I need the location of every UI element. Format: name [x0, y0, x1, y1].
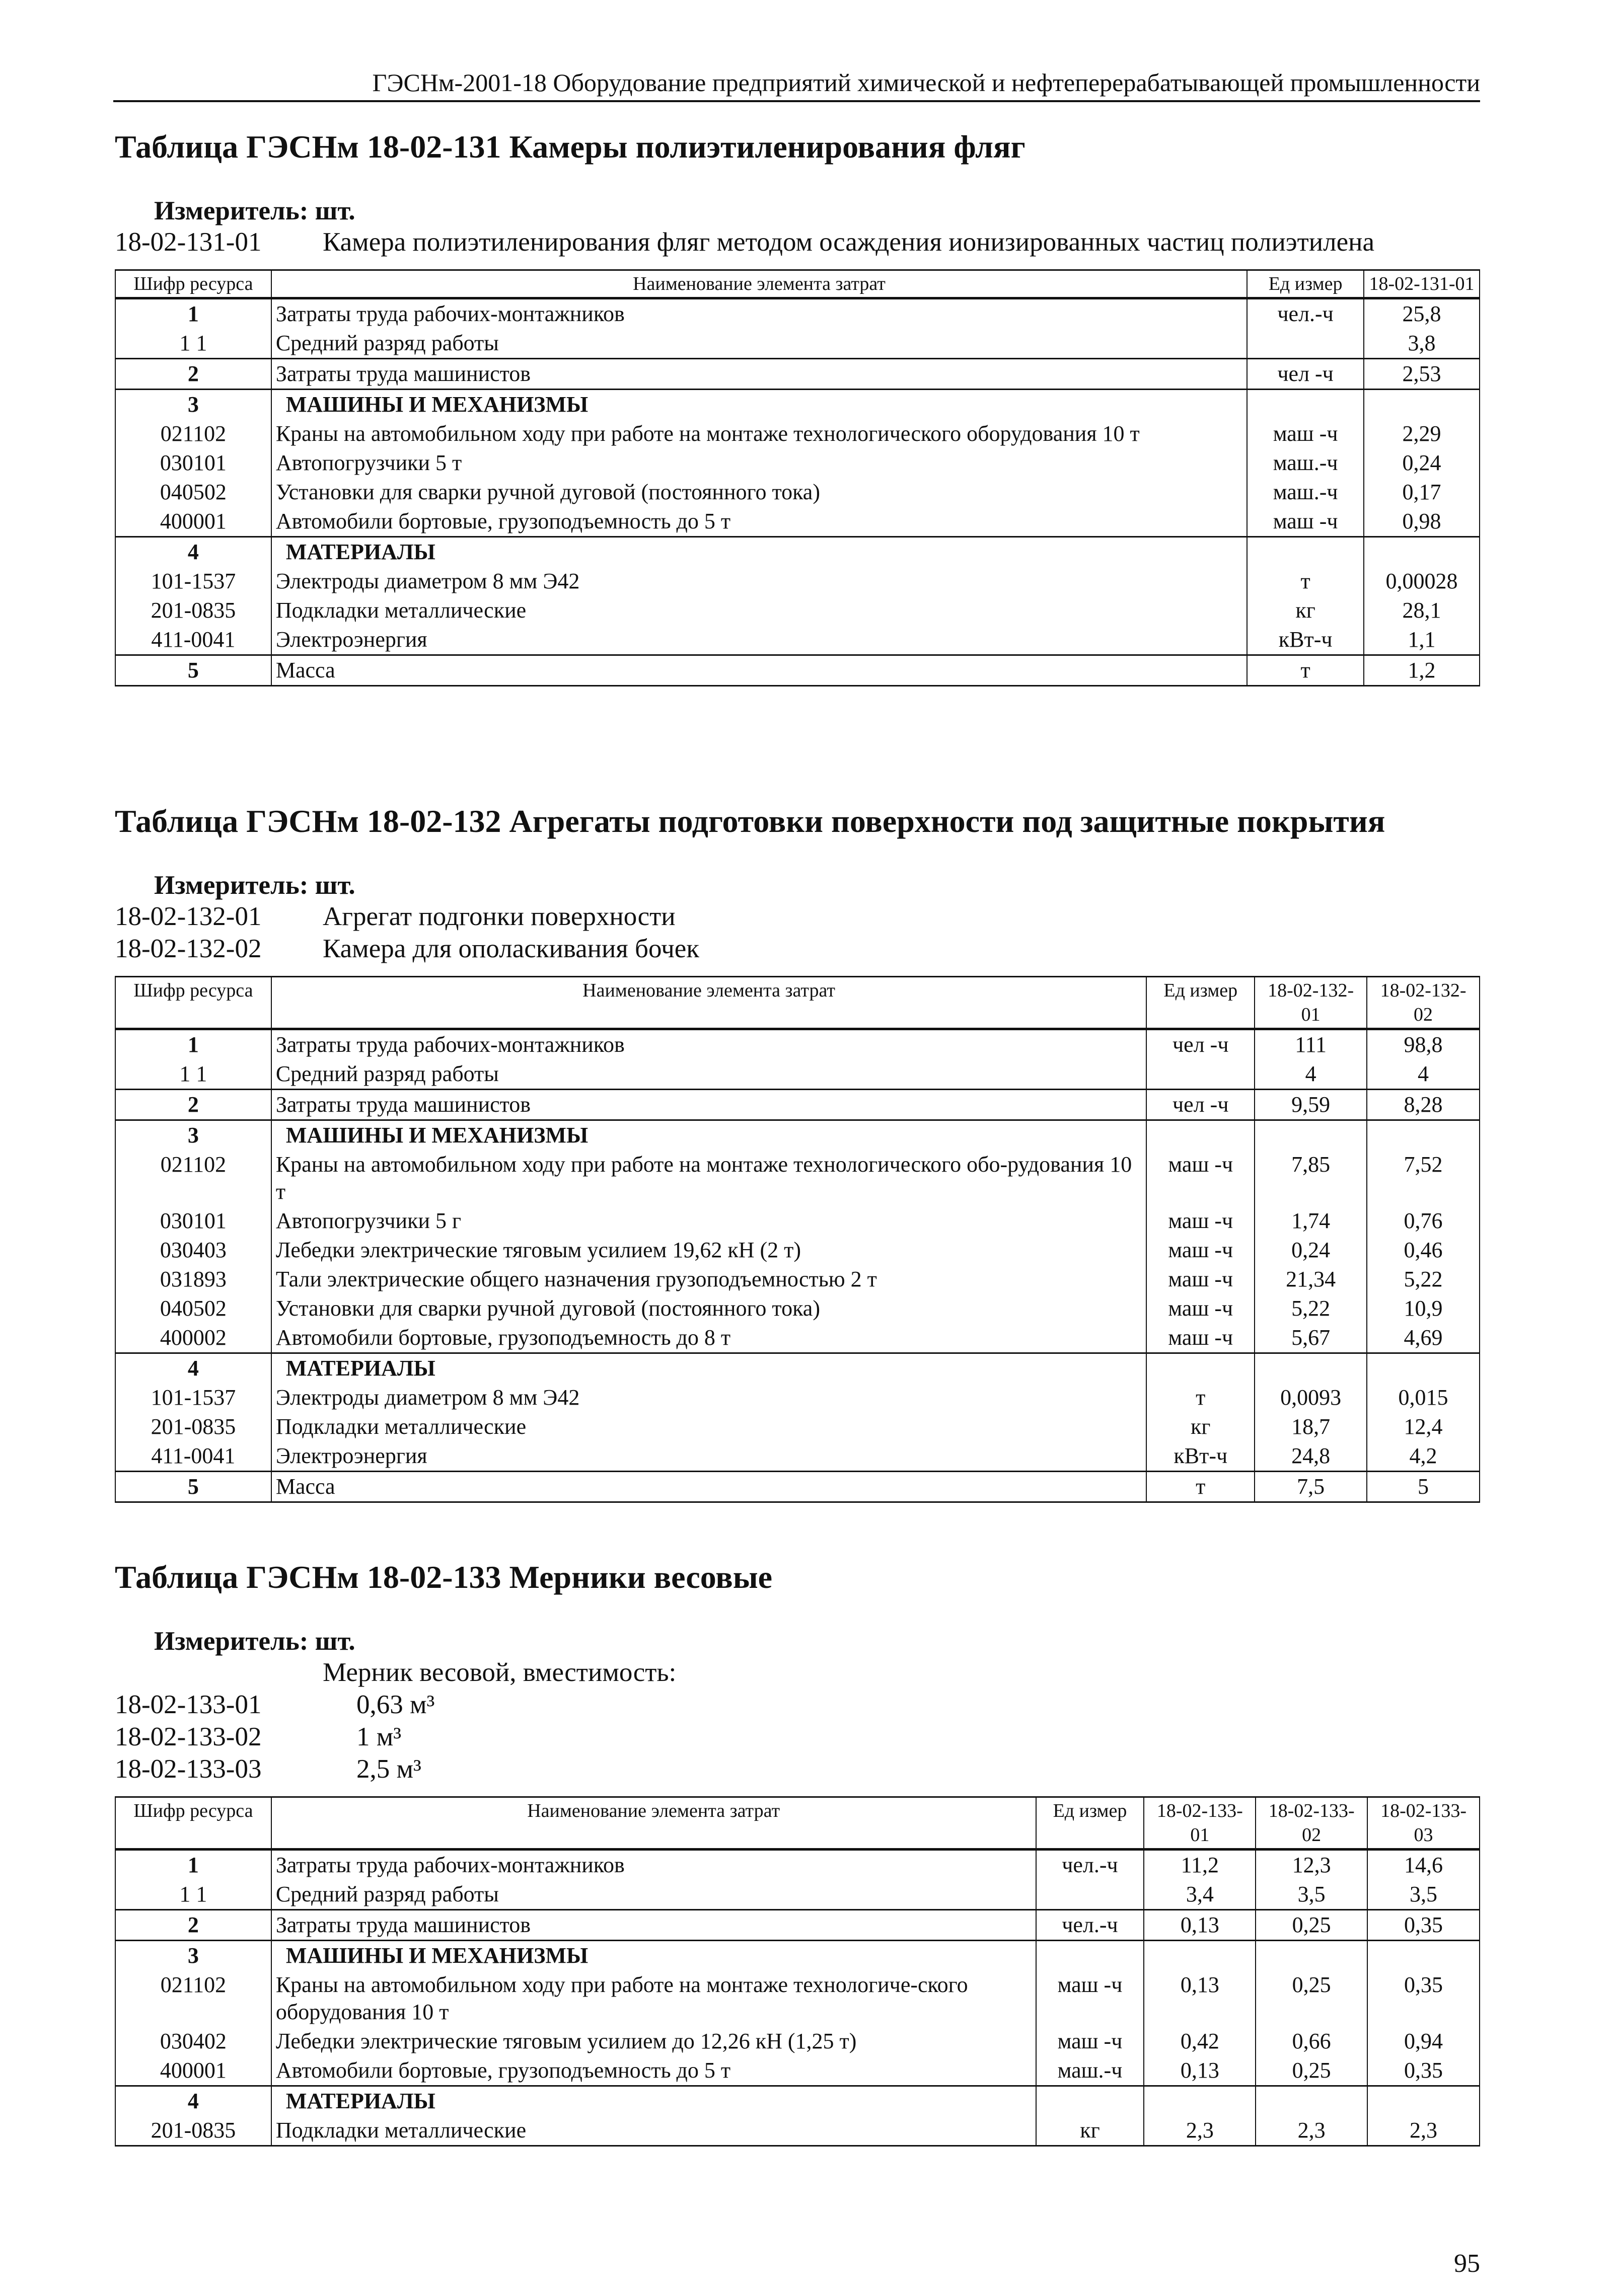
resource-code: 1 1: [115, 1880, 271, 1910]
resource-name: Подкладки металлические: [271, 2116, 1036, 2146]
value-cell: 0,35: [1367, 1970, 1480, 2027]
resource-code: 021102: [115, 1150, 271, 1206]
group-heading: МАШИНЫ И МЕХАНИЗМЫ: [271, 1120, 1147, 1151]
value-cell: 7,5: [1255, 1472, 1367, 1502]
resource-name: Автопогрузчики 5 г: [271, 1206, 1147, 1236]
item-list: [115, 900, 1480, 965]
items-caption: Мерник весовой, вместимость:: [323, 1658, 677, 1687]
resource-code: 201-0835: [115, 596, 271, 625]
value-cell: 9,59: [1255, 1090, 1367, 1120]
value-cell: 7,52: [1367, 1150, 1480, 1206]
column-header-norm-code: 18-02-133-03: [1367, 1797, 1480, 1850]
item-row: [115, 900, 1480, 933]
column-header-name: Наименование элемента затрат: [271, 1797, 1036, 1850]
unit-cell: маш -ч: [1247, 507, 1364, 537]
unit-cell: кВт-ч: [1146, 1441, 1255, 1472]
item-code: 18-02-132-02: [115, 934, 262, 963]
table-row: [115, 1059, 1480, 1090]
value-cell: [1255, 1353, 1367, 1384]
table-row: [115, 2086, 1480, 2116]
column-header-norm-code: 18-02-132-02: [1367, 977, 1480, 1029]
unit-cell: [1247, 537, 1364, 567]
item-description: Камера для ополаскивания бочек: [323, 934, 700, 963]
value-cell: 18,7: [1255, 1412, 1367, 1441]
resource-name: Масса: [271, 655, 1247, 686]
value-cell: [1367, 2086, 1480, 2116]
value-cell: 0,13: [1144, 1910, 1256, 1941]
table-row: [115, 390, 1480, 420]
resource-code: 400001: [115, 2056, 271, 2086]
value-cell: 0,0093: [1255, 1383, 1367, 1412]
value-cell: 0,25: [1256, 1910, 1367, 1941]
value-cell: 0,25: [1256, 1970, 1367, 2027]
table-row: [115, 507, 1480, 537]
value-cell: 4,2: [1367, 1441, 1480, 1472]
value-cell: 3,4: [1144, 1880, 1256, 1910]
table-row: [115, 2116, 1480, 2146]
resource-code: 101-1537: [115, 567, 271, 596]
unit-cell: [1146, 1059, 1255, 1090]
column-header-norm-code: 18-02-131-01: [1364, 270, 1480, 298]
value-cell: 0,42: [1144, 2027, 1256, 2056]
value-cell: 5,67: [1255, 1323, 1367, 1353]
unit-cell: [1036, 1941, 1144, 1971]
unit-cell: чел.-ч: [1036, 1910, 1144, 1941]
item-row: [115, 226, 1480, 258]
table-row: [115, 1294, 1480, 1323]
group-heading: МАТЕРИАЛЫ: [271, 537, 1247, 567]
value-cell: 7,85: [1255, 1150, 1367, 1206]
value-cell: 0,35: [1367, 2056, 1480, 2086]
resource-code: 3: [115, 1120, 271, 1151]
resource-code: 411-0041: [115, 625, 271, 655]
table-row: [115, 596, 1480, 625]
table-row: [115, 448, 1480, 478]
value-cell: 5,22: [1367, 1265, 1480, 1294]
resource-code: 030402: [115, 2027, 271, 2056]
unit-cell: [1247, 390, 1364, 420]
unit-cell: чел -ч: [1146, 1090, 1255, 1120]
value-cell: 3,8: [1364, 329, 1480, 359]
value-cell: 0,66: [1256, 2027, 1367, 2056]
unit-cell: маш -ч: [1036, 2027, 1144, 2056]
value-cell: 12,4: [1367, 1412, 1480, 1441]
resource-name: Подкладки металлические: [271, 596, 1247, 625]
value-cell: 3,5: [1256, 1880, 1367, 1910]
item-code: 18-02-132-01: [115, 902, 262, 931]
column-header-name: Наименование элемента затрат: [271, 270, 1247, 298]
resource-code: 4: [115, 2086, 271, 2116]
unit-cell: [1036, 2086, 1144, 2116]
resource-name: Автомобили бортовые, грузоподъемность до 5 т: [271, 507, 1247, 537]
item-code: 18-02-133-01: [115, 1690, 262, 1719]
unit-cell: кВт-ч: [1247, 625, 1364, 655]
unit-cell: маш -ч: [1036, 1970, 1144, 2027]
unit-cell: [1146, 1353, 1255, 1384]
resource-code: 4: [115, 1353, 271, 1384]
value-cell: 0,76: [1367, 1206, 1480, 1236]
value-cell: 0,13: [1144, 2056, 1256, 2086]
table-row: [115, 1090, 1480, 1120]
value-cell: 5: [1367, 1472, 1480, 1502]
resource-name: Средний разряд работы: [271, 1880, 1036, 1910]
resource-name: Лебедки электрические тяговым усилием 19,62 кН (2 т): [271, 1236, 1147, 1265]
resource-name: Автомобили бортовые, грузоподъемность до 5 т: [271, 2056, 1036, 2086]
group-heading: МАТЕРИАЛЫ: [271, 1353, 1147, 1384]
table-row: [115, 1412, 1480, 1441]
table-row: [115, 2056, 1480, 2086]
table-row: [115, 1441, 1480, 1472]
resource-code: 030403: [115, 1236, 271, 1265]
value-cell: [1364, 390, 1480, 420]
table-row: [115, 1150, 1480, 1206]
table-row: [115, 2027, 1480, 2056]
table-row: [115, 1472, 1480, 1502]
unit-cell: т: [1247, 655, 1364, 686]
value-cell: [1144, 1941, 1256, 1971]
table-row: [115, 1910, 1480, 1941]
value-cell: 111: [1255, 1029, 1367, 1060]
column-header-unit: Ед измер: [1036, 1797, 1144, 1850]
resource-code: 2: [115, 1910, 271, 1941]
resource-code: 031893: [115, 1265, 271, 1294]
item-row: [115, 1753, 1480, 1785]
resource-code: 4: [115, 537, 271, 567]
value-cell: 3,5: [1367, 1880, 1480, 1910]
item-code: 18-02-133-02: [115, 1722, 262, 1751]
unit-cell: т: [1247, 567, 1364, 596]
table-row: [115, 1941, 1480, 1971]
unit-cell: [1247, 329, 1364, 359]
table-row: [115, 298, 1480, 329]
resource-code: 2: [115, 359, 271, 390]
resource-code: 030101: [115, 1206, 271, 1236]
table-row: [115, 1236, 1480, 1265]
resource-name: Средний разряд работы: [271, 1059, 1147, 1090]
value-cell: 1,1: [1364, 625, 1480, 655]
unit-cell: маш -ч: [1247, 419, 1364, 448]
unit-cell: [1146, 1120, 1255, 1151]
value-cell: 98,8: [1367, 1029, 1480, 1060]
value-cell: [1364, 537, 1480, 567]
column-header-unit: Ед измер: [1146, 977, 1255, 1029]
value-cell: 1,74: [1255, 1206, 1367, 1236]
resource-name: Электроэнергия: [271, 1441, 1147, 1472]
unit-cell: маш -ч: [1146, 1206, 1255, 1236]
resource-name: Электроды диаметром 8 мм Э42: [271, 567, 1247, 596]
resource-name: Установки для сварки ручной дуговой (постоянного тока): [271, 1294, 1147, 1323]
value-cell: [1367, 1941, 1480, 1971]
unit-cell: чел.-ч: [1036, 1850, 1144, 1880]
resource-code: 1: [115, 1850, 271, 1880]
section-18-02-133: [115, 1559, 1480, 2147]
resource-name: Подкладки металлические: [271, 1412, 1147, 1441]
value-cell: 0,98: [1364, 507, 1480, 537]
value-cell: 24,8: [1255, 1441, 1367, 1472]
resource-code: 1 1: [115, 329, 271, 359]
item-row: [115, 1689, 1480, 1721]
unit-cell: т: [1146, 1383, 1255, 1412]
resource-code: 021102: [115, 1970, 271, 2027]
resource-name: Затраты труда рабочих-монтажников: [271, 298, 1247, 329]
resource-name: Затраты труда машинистов: [271, 1090, 1147, 1120]
value-cell: 0,24: [1255, 1236, 1367, 1265]
column-header-norm-code: 18-02-132-01: [1255, 977, 1367, 1029]
measure-label: Измеритель: шт.: [154, 1627, 355, 1656]
value-cell: 25,8: [1364, 298, 1480, 329]
item-description: 1 м³: [356, 1722, 402, 1751]
unit-cell: маш -ч: [1146, 1323, 1255, 1353]
table-row: [115, 537, 1480, 567]
resource-code: 1: [115, 298, 271, 329]
item-row: [115, 933, 1480, 965]
table-row: [115, 1323, 1480, 1353]
value-cell: 0,13: [1144, 1970, 1256, 2027]
item-list: [115, 1689, 1480, 1785]
page-header: ГЭСНм-2001-18 Оборудование предприятий химической и нефтеперерабатывающей промышленности: [113, 68, 1480, 102]
value-cell: 10,9: [1367, 1294, 1480, 1323]
unit-cell: [1036, 1880, 1144, 1910]
unit-cell: чел.-ч: [1247, 298, 1364, 329]
value-cell: 2,3: [1144, 2116, 1256, 2146]
value-cell: [1256, 2086, 1367, 2116]
resource-name: Затраты труда машинистов: [271, 1910, 1036, 1941]
value-cell: 11,2: [1144, 1850, 1256, 1880]
resource-name: Электроэнергия: [271, 625, 1247, 655]
table-row: [115, 1850, 1480, 1880]
resource-name: Автомобили бортовые, грузоподъемность до 8 т: [271, 1323, 1147, 1353]
table-row: [115, 1206, 1480, 1236]
table-row: [115, 567, 1480, 596]
value-cell: 14,6: [1367, 1850, 1480, 1880]
value-cell: 2,29: [1364, 419, 1480, 448]
item-description: Камера полиэтиленирования фляг методом осаждения ионизированных частиц полиэтилена: [323, 227, 1374, 257]
table-row: [115, 1029, 1480, 1060]
resource-code: 030101: [115, 448, 271, 478]
column-header-code: Шифр ресурса: [115, 977, 271, 1029]
unit-cell: маш -ч: [1146, 1150, 1255, 1206]
resource-table: [115, 976, 1480, 1503]
column-header-norm-code: 18-02-133-01: [1144, 1797, 1256, 1850]
value-cell: 28,1: [1364, 596, 1480, 625]
resource-code: 3: [115, 1941, 271, 1971]
column-header-code: Шифр ресурса: [115, 270, 271, 298]
resource-code: 040502: [115, 1294, 271, 1323]
column-header-name: Наименование элемента затрат: [271, 977, 1147, 1029]
resource-name: Краны на автомобильном ходу при работе на монтаже технологического обо-рудования 10 т: [271, 1150, 1147, 1206]
value-cell: 4: [1367, 1059, 1480, 1090]
value-cell: 0,46: [1367, 1236, 1480, 1265]
table-row: [115, 1970, 1480, 2027]
value-cell: 5,22: [1255, 1294, 1367, 1323]
resource-name: Электроды диаметром 8 мм Э42: [271, 1383, 1147, 1412]
resource-code: 5: [115, 655, 271, 686]
value-cell: 0,94: [1367, 2027, 1480, 2056]
unit-cell: чел -ч: [1247, 359, 1364, 390]
column-header-unit: Ед измер: [1247, 270, 1364, 298]
unit-cell: маш -ч: [1146, 1236, 1255, 1265]
resource-code: 3: [115, 390, 271, 420]
unit-cell: кг: [1146, 1412, 1255, 1441]
resource-table: [115, 1796, 1480, 2147]
resource-name: Средний разряд работы: [271, 329, 1247, 359]
item-description: 2,5 м³: [356, 1754, 421, 1784]
value-cell: 12,3: [1256, 1850, 1367, 1880]
value-cell: [1255, 1120, 1367, 1151]
value-cell: 0,17: [1364, 478, 1480, 507]
value-cell: 0,24: [1364, 448, 1480, 478]
resource-code: 5: [115, 1472, 271, 1502]
table-row: [115, 478, 1480, 507]
value-cell: 0,015: [1367, 1383, 1480, 1412]
value-cell: 4,69: [1367, 1323, 1480, 1353]
resource-code: 1: [115, 1029, 271, 1060]
table-row: [115, 1120, 1480, 1151]
resource-code: 400002: [115, 1323, 271, 1353]
value-cell: 2,3: [1367, 2116, 1480, 2146]
value-cell: 8,28: [1367, 1090, 1480, 1120]
table-row: [115, 1880, 1480, 1910]
value-cell: 0,00028: [1364, 567, 1480, 596]
table-row: [115, 1265, 1480, 1294]
column-header-code: Шифр ресурса: [115, 1797, 271, 1850]
value-cell: [1256, 1941, 1367, 1971]
table-row: [115, 1353, 1480, 1384]
unit-cell: маш -ч: [1146, 1294, 1255, 1323]
table-row: [115, 625, 1480, 655]
value-cell: [1144, 2086, 1256, 2116]
resource-code: 201-0835: [115, 1412, 271, 1441]
measure-label: Измеритель: шт.: [154, 196, 355, 225]
section-18-02-131: [115, 128, 1480, 686]
resource-code: 021102: [115, 419, 271, 448]
table-row: [115, 359, 1480, 390]
table-row: [115, 419, 1480, 448]
resource-code: 1 1: [115, 1059, 271, 1090]
unit-cell: маш.-ч: [1247, 448, 1364, 478]
group-heading: МАШИНЫ И МЕХАНИЗМЫ: [271, 1941, 1036, 1971]
item-description: 0,63 м³: [356, 1690, 435, 1719]
value-cell: 4: [1255, 1059, 1367, 1090]
item-row: [115, 1721, 1480, 1753]
table-row: [115, 1383, 1480, 1412]
item-list: [115, 226, 1480, 258]
value-cell: 2,3: [1256, 2116, 1367, 2146]
unit-cell: кг: [1247, 596, 1364, 625]
page-number: 95: [1454, 2249, 1480, 2278]
item-code: 18-02-131-01: [115, 227, 262, 257]
resource-name: Краны на автомобильном ходу при работе на монтаже технологического оборудования 10 т: [271, 419, 1247, 448]
table-title: Таблица ГЭСНм 18-02-132 Агрегаты подготовки поверхности под защитные покрытия: [115, 803, 1385, 839]
table-row: [115, 329, 1480, 359]
value-cell: 2,53: [1364, 359, 1480, 390]
group-heading: МАТЕРИАЛЫ: [271, 2086, 1036, 2116]
resource-code: 201-0835: [115, 2116, 271, 2146]
unit-cell: чел -ч: [1146, 1029, 1255, 1060]
group-heading: МАШИНЫ И МЕХАНИЗМЫ: [271, 390, 1247, 420]
value-cell: 0,35: [1367, 1910, 1480, 1941]
value-cell: 21,34: [1255, 1265, 1367, 1294]
resource-name: Затраты труда рабочих-монтажников: [271, 1850, 1036, 1880]
resource-name: Тали электрические общего назначения грузоподъемностью 2 т: [271, 1265, 1147, 1294]
resource-name: Краны на автомобильном ходу при работе на монтаже технологиче-ского оборудования 10 т: [271, 1970, 1036, 2027]
resource-name: Масса: [271, 1472, 1147, 1502]
resource-table: [115, 269, 1480, 686]
table-title: Таблица ГЭСНм 18-02-133 Мерники весовые: [115, 1559, 773, 1595]
resource-code: 040502: [115, 478, 271, 507]
resource-name: Затраты труда рабочих-монтажников: [271, 1029, 1147, 1060]
table-row: [115, 655, 1480, 686]
table-title: Таблица ГЭСНм 18-02-131 Камеры полиэтиленирования фляг: [115, 129, 1025, 165]
resource-name: Установки для сварки ручной дуговой (постоянного тока): [271, 478, 1247, 507]
resource-name: Автопогрузчики 5 т: [271, 448, 1247, 478]
column-header-norm-code: 18-02-133-02: [1256, 1797, 1367, 1850]
value-cell: 0,25: [1256, 2056, 1367, 2086]
resource-code: 101-1537: [115, 1383, 271, 1412]
measure-label: Измеритель: шт.: [154, 871, 355, 900]
resource-name: Затраты труда машинистов: [271, 359, 1247, 390]
unit-cell: кг: [1036, 2116, 1144, 2146]
resource-code: 2: [115, 1090, 271, 1120]
resource-code: 400001: [115, 507, 271, 537]
section-18-02-132: [115, 803, 1480, 1503]
item-code: 18-02-133-03: [115, 1754, 262, 1784]
value-cell: [1367, 1120, 1480, 1151]
value-cell: 1,2: [1364, 655, 1480, 686]
resource-name: Лебедки электрические тяговым усилием до 12,26 кН (1,25 т): [271, 2027, 1036, 2056]
value-cell: [1367, 1353, 1480, 1384]
resource-code: 411-0041: [115, 1441, 271, 1472]
unit-cell: маш.-ч: [1247, 478, 1364, 507]
item-description: Агрегат подгонки поверхности: [323, 902, 676, 931]
unit-cell: маш -ч: [1146, 1265, 1255, 1294]
unit-cell: маш.-ч: [1036, 2056, 1144, 2086]
unit-cell: т: [1146, 1472, 1255, 1502]
